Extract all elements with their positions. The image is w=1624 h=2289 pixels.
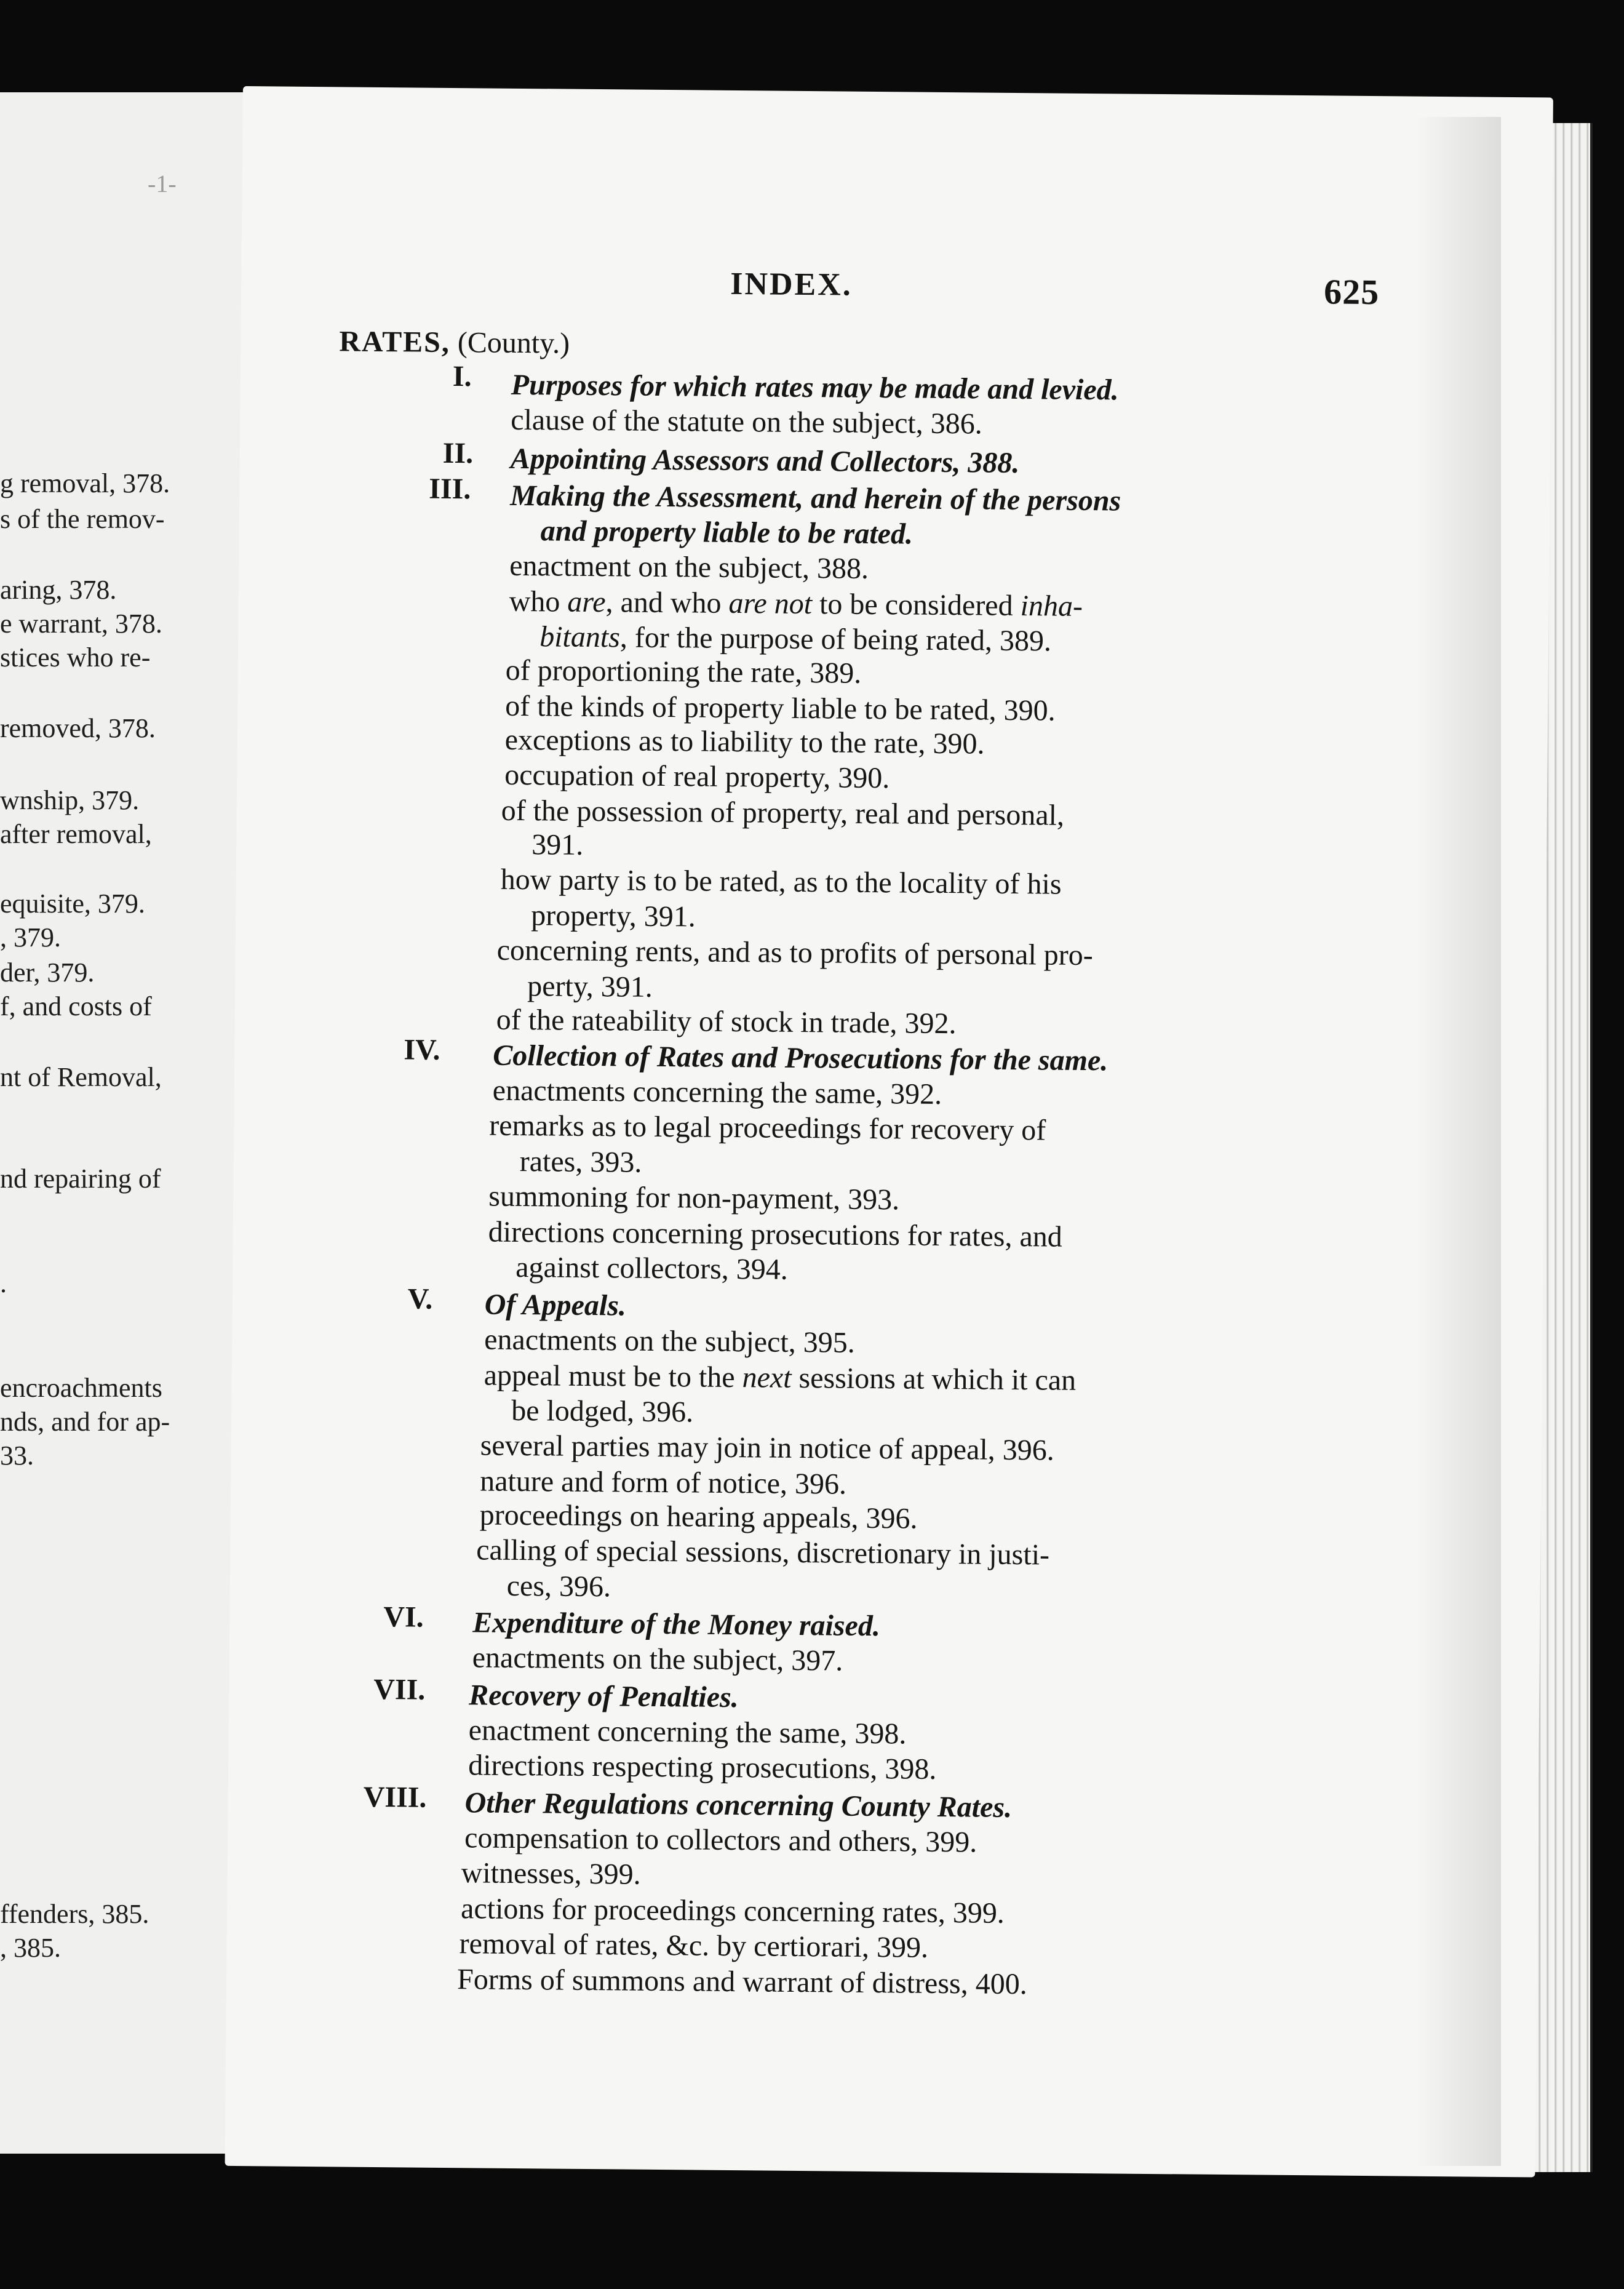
entry-text: , for the purpose of being rated, 389. bbox=[619, 621, 1052, 658]
facing-line: wnship, 379. bbox=[0, 785, 140, 815]
page-shadow bbox=[1415, 117, 1501, 2166]
index-entry: of the kinds of property liable to be rated, 390. bbox=[504, 689, 1056, 727]
index-entry: nature and form of notice, 396. bbox=[480, 1464, 847, 1501]
facing-page bbox=[0, 92, 258, 2154]
index-entry: against collectors, 394. bbox=[515, 1250, 789, 1286]
section-numeral: VII. bbox=[373, 1672, 426, 1706]
facing-line: . bbox=[0, 1268, 7, 1298]
index-entry: enactment on the subject, 388. bbox=[509, 549, 869, 585]
facing-line: nds, and for ap- bbox=[0, 1407, 170, 1437]
section-numeral: I. bbox=[452, 359, 472, 393]
section-title: Making the Assessment, and herein of the persons bbox=[509, 479, 1121, 517]
section-title: Of Appeals. bbox=[484, 1288, 627, 1322]
section-title: Recovery of Penalties. bbox=[468, 1679, 739, 1714]
entry-text: who bbox=[509, 585, 568, 618]
section-numeral: II. bbox=[442, 436, 474, 470]
entry-text: sessions at which it can bbox=[791, 1361, 1077, 1397]
heading-word: RATES, bbox=[339, 325, 451, 359]
index-entry: proceedings on hearing appeals, 396. bbox=[479, 1498, 918, 1535]
facing-line: aring, 378. bbox=[0, 575, 117, 605]
facing-line: e warrant, 378. bbox=[0, 609, 162, 639]
facing-line: s of the remov- bbox=[0, 504, 165, 534]
facing-line: nt of Removal, bbox=[0, 1062, 162, 1092]
facing-line: after removal, bbox=[0, 819, 152, 849]
index-entry: ces, 396. bbox=[506, 1569, 611, 1604]
index-entry: removal of rates, &c. by certiorari, 399. bbox=[459, 1927, 929, 1964]
entry-emphasis: are bbox=[567, 585, 606, 619]
section-numeral: III. bbox=[429, 472, 471, 506]
index-page bbox=[225, 86, 1553, 2177]
section-title: Appointing Assessors and Collectors, 388. bbox=[510, 442, 1020, 480]
section-title: and property liable to be rated. bbox=[540, 514, 914, 551]
index-entry: property, 391. bbox=[531, 899, 696, 933]
section-numeral: IV. bbox=[404, 1033, 440, 1066]
entry-emphasis: next bbox=[742, 1361, 792, 1394]
entry-text: to be considered bbox=[811, 588, 1021, 623]
facing-line: der, 379. bbox=[0, 957, 95, 988]
index-entry: enactments on the subject, 395. bbox=[484, 1323, 855, 1359]
section-numeral: V. bbox=[407, 1282, 433, 1316]
index-heading bbox=[339, 327, 570, 358]
index-entry: enactment concerning the same, 398. bbox=[468, 1714, 907, 1751]
facing-line: removed, 378. bbox=[0, 713, 156, 743]
page-number: 625 bbox=[1323, 271, 1380, 313]
index-entry: of the possession of property, real and personal, bbox=[501, 794, 1065, 832]
entry-emphasis: inha- bbox=[1020, 589, 1083, 623]
index-entry: rates, 393. bbox=[519, 1144, 642, 1179]
index-entry: of proportioning the rate, 389. bbox=[505, 653, 862, 690]
index-entry: enactments on the subject, 397. bbox=[472, 1641, 843, 1677]
index-entry: directions respecting prosecutions, 398. bbox=[468, 1749, 937, 1786]
facing-line: , 385. bbox=[0, 1933, 61, 1963]
heading-subtitle: (County.) bbox=[457, 326, 570, 360]
index-entry: exceptions as to liability to the rate, 390. bbox=[504, 723, 985, 761]
facing-line: g removal, 378. bbox=[0, 468, 170, 498]
index-entry: several parties may join in notice of appeal, 396. bbox=[480, 1429, 1054, 1467]
index-entry: of the rateability of stock in trade, 392. bbox=[496, 1003, 957, 1041]
facing-line: ffenders, 385. bbox=[0, 1899, 149, 1929]
facing-line: , 379. bbox=[0, 922, 61, 953]
index-entry: calling of special sessions, discretionary in justi- bbox=[476, 1533, 1050, 1572]
index-entry bbox=[509, 587, 1083, 621]
section-numeral: VIII. bbox=[363, 1780, 427, 1814]
entry-emphasis: bitants bbox=[539, 620, 621, 654]
index-entry bbox=[539, 622, 1051, 656]
page-mark: -1- bbox=[148, 170, 177, 198]
index-entry: summoning for non-payment, 393. bbox=[488, 1180, 900, 1216]
facing-line: 33. bbox=[0, 1440, 34, 1471]
index-entry bbox=[484, 1360, 1077, 1395]
facing-line: stices who re- bbox=[0, 642, 151, 673]
section-title: Purposes for which rates may be made and levied. bbox=[511, 368, 1119, 407]
section-title: Collection of Rates and Prosecutions for the same. bbox=[493, 1039, 1109, 1077]
section-title: Other Regulations concerning County Rates. bbox=[464, 1786, 1013, 1824]
index-entry: 391. bbox=[531, 828, 584, 861]
entry-emphasis: are not bbox=[728, 586, 813, 621]
section-numeral: VI. bbox=[383, 1600, 424, 1634]
facing-line: equisite, 379. bbox=[0, 889, 145, 919]
index-entry: compensation to collectors and others, 399. bbox=[464, 1821, 977, 1859]
index-entry: perty, 391. bbox=[527, 970, 653, 1004]
index-entry: witnesses, 399. bbox=[461, 1856, 641, 1891]
running-head: INDEX. bbox=[730, 266, 853, 303]
index-entry: how party is to be rated, as to the locality of his bbox=[500, 863, 1062, 901]
index-entry: be lodged, 396. bbox=[511, 1394, 694, 1429]
index-entry: clause of the statute on the subject, 386. bbox=[511, 403, 982, 441]
index-entry: Forms of summons and warrant of distress, 400. bbox=[456, 1963, 1027, 2001]
index-entry: concerning rents, and as to profits of personal pro- bbox=[496, 933, 1094, 972]
index-entry: enactments concerning the same, 392. bbox=[492, 1074, 942, 1111]
index-entry: remarks as to legal proceedings for recovery of bbox=[489, 1109, 1046, 1147]
facing-line: nd repairing of bbox=[0, 1164, 161, 1194]
entry-text: appeal must be to the bbox=[484, 1359, 742, 1394]
section-title: Expenditure of the Money raised. bbox=[472, 1606, 881, 1643]
entry-text: , and who bbox=[605, 586, 729, 620]
index-entry: actions for proceedings concerning rates, 399. bbox=[460, 1892, 1005, 1930]
facing-line: encroachments bbox=[0, 1373, 162, 1403]
index-entry: occupation of real property, 390. bbox=[504, 758, 890, 795]
facing-line: f, and costs of bbox=[0, 991, 152, 1021]
index-entry: directions concerning prosecutions for rates, and bbox=[488, 1215, 1062, 1253]
